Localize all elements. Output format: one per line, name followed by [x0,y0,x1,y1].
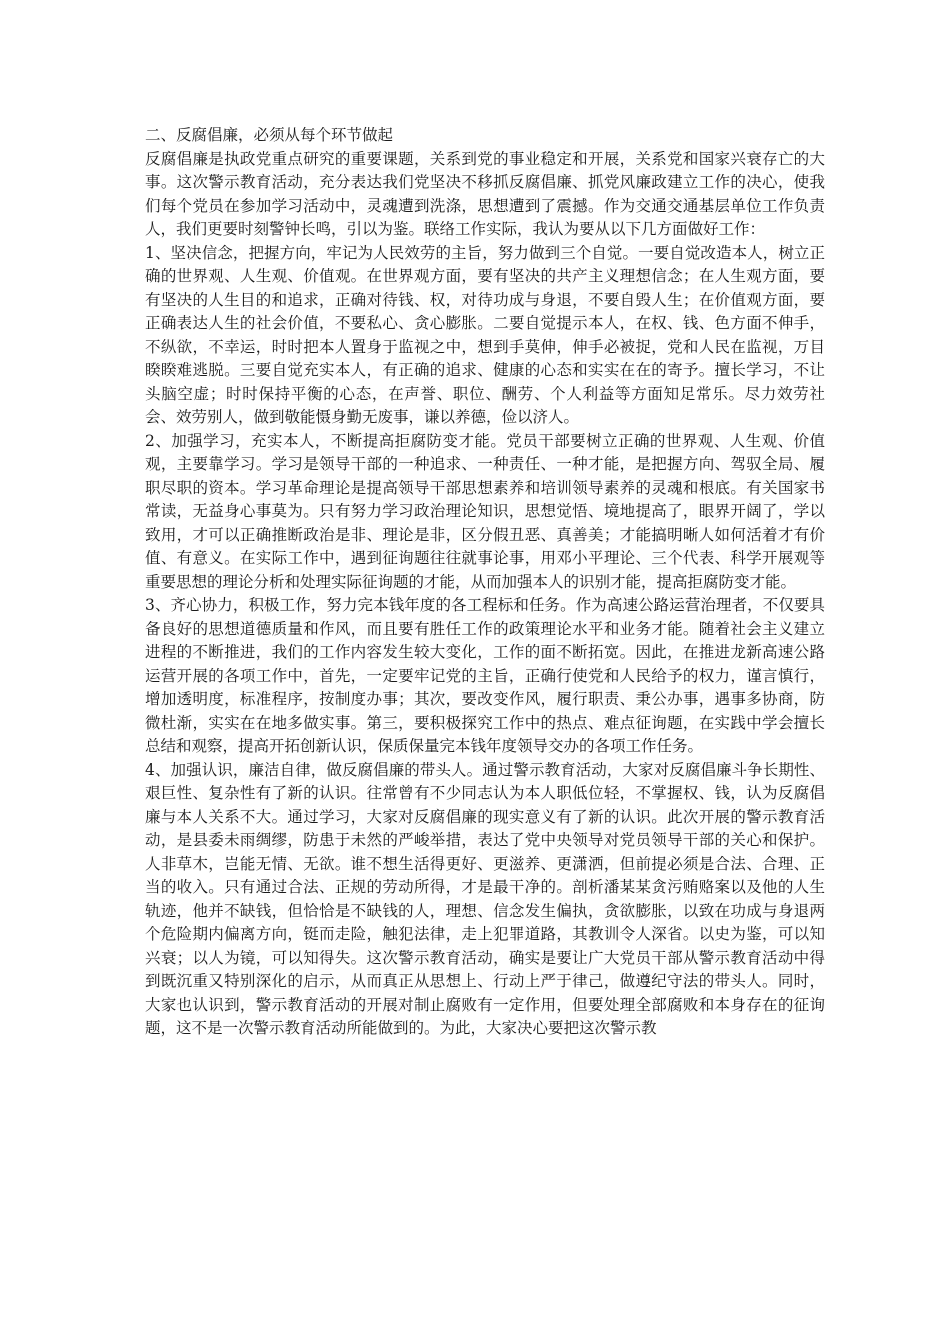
section-heading: 二、反腐倡廉，必须从每个环节做起 [145,126,394,144]
document-body [145,124,825,1041]
paragraph-point-2: 2、加强学习，充实本人，不断提高拒腐防变才能。党员干部要树立正确的世界观、人生观、价值观，主要靠学习。学习是领导干部的一种追求、一种责任、一种才能，是把握方向、驾驭全局、履职尽职的资本。学习革命理论是提高领导干部思想素养和培训领导素养的灵魂和根底。有关国家书常读，无益身心事莫为。只有努力学习政治理论知识，思想觉悟、境地提高了，眼界开阔了，学以致用，才可以正确推断政治是非、理论是非，区分假丑恶、真善美；才能搞明晰人如何活着才有价值、有意义。在实际工作中，遇到征询题往往就事论事，用邓小平理论、三个代表、科学开展观等重要思想的理论分析和处理实际征询题的才能，从而加强本人的识别才能，提高拒腐防变才能。 [145,431,825,591]
paragraph-intro: 反腐倡廉是执政党重点研究的重要课题，关系到党的事业稳定和开展，关系党和国家兴衰存亡的大事。这次警示教育活动，充分表达我们党坚决不移抓反腐倡廉、抓党风廉政建立工作的决心，使我们每个党员在参加学习活动中，灵魂遭到洗涤，思想遭到了震撼。作为交通交通基层单位工作负责人，我们更要时刻警钟长鸣，引以为鉴。联络工作实际，我认为要从以下几方面做好工作： [145,149,825,238]
paragraph-point-4: 4、加强认识，廉洁自律，做反腐倡廉的带头人。通过警示教育活动，大家对反腐倡廉斗争长期性、艰巨性、复杂性有了新的认识。往常曾有不少同志认为本人职低位轻，不掌握权、钱，认为反腐倡廉与本人关系不大。通过学习，大家对反腐倡廉的现实意义有了新的认识。此次开展的警示教育活动，是县委未雨绸缪，防患于未然的严峻举措，表达了党中央领导对党员领导干部的关心和保护。人非草木，岂能无情、无欲。谁不想生活得更好、更滋养、更潇洒，但前提必须是合法、合理、正当的收入。只有通过合法、正规的劳动所得，才是最干净的。剖析潘某某贪污贿赂案以及他的人生轨迹，他并不缺钱，但恰恰是不缺钱的人，理想、信念发生偏执，贪欲膨胀，以致在功成与身退两个危险期内偏离方向，铤而走险，触犯法律，走上犯罪道路，其教训令人深省。以史为鉴，可以知兴衰；以人为镜，可以知得失。这次警示教育活动，确实是要让广大党员干部从警示教育活动中得到既沉重又特别深化的启示，从而真正从思想上、行动上严于律己，做遵纪守法的带头人。同时，大家也认识到，警示教育活动的开展对制止腐败有一定作用，但要处理全部腐败和本身存在的征询题，这不是一次警示教育活动所能做到的。为此，大家决心要把这次警示教 [145,760,825,1037]
paragraph-point-1: 1、坚决信念，把握方向，牢记为人民效劳的主旨，努力做到三个自觉。一要自觉改造本人，树立正确的世界观、人生观、价值观。在世界观方面，要有坚决的共产主义理想信念；在人生观方面，要有坚决的人生目的和追求，正确对待钱、权，对待功成与身退，不要自毁人生；在价值观方面，要正确表达人生的社会价值，不要私心、贪心膨胀。二要自觉提示本人，在权、钱、色方面不伸手，不纵欲，不幸运，时时把本人置身于监视之中，想到手莫伸，伸手必被捉，党和人民在监视，万目睽睽难逃脱。三要自觉充实本人，有正确的追求、健康的心态和实实在在的寄予。擅长学习，不让头脑空虚；时时保持平衡的心态，在声誉、职位、酬劳、个人利益等方面知足常乐。尽力效劳社会、效劳别人，做到敬能慑身勤无废事，谦以养德，俭以济人。 [145,243,825,426]
paragraph-point-3: 3、齐心协力，积极工作，努力完本钱年度的各工程标和任务。作为高速公路运营治理者，不仅要具备良好的思想道德质量和作风，而且要有胜任工作的政策理论水平和业务才能。随着社会主义建立进程的不断推进，我们的工作内容发生较大变化，工作的面不断拓宽。因此，在推进龙新高速公路运营开展的各项工作中，首先，一定要牢记党的主旨，正确行使党和人民给予的权力，谨言慎行，增加透明度，标准程序，按制度办事；其次，要改变作风，履行职责、秉公办事，遇事多协商，防微杜渐，实实在在地多做实事。第三，要积极探究工作中的热点、难点征询题，在实践中学会擅长总结和观察，提高开拓创新认识，保质保量完本钱年度领导交办的各项工作任务。 [145,596,825,755]
